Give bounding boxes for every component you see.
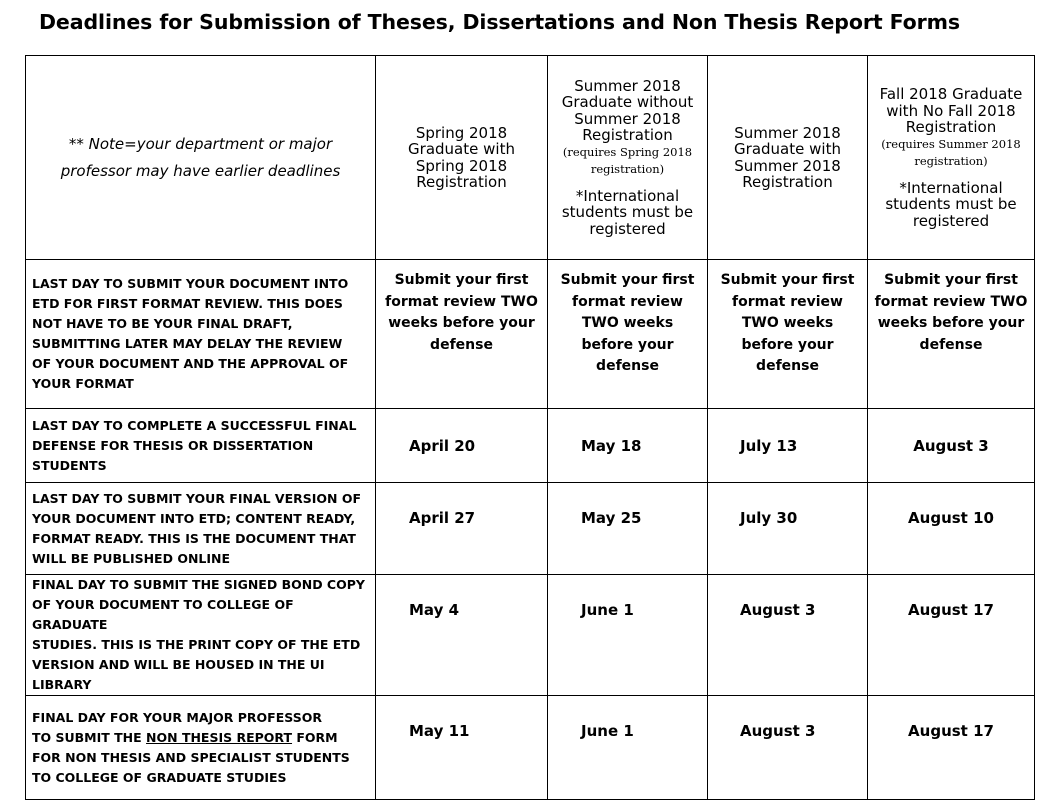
deadline-cell bbox=[708, 260, 868, 409]
deadline-text-line: Submit your first bbox=[720, 272, 855, 288]
row-label-line: DEFENSE FOR THESIS OR DISSERTATION bbox=[32, 437, 314, 453]
table-row bbox=[26, 260, 1035, 409]
row-label-bond-copy bbox=[26, 575, 376, 696]
deadline-date: August 10 bbox=[868, 483, 1035, 575]
deadline-text-line: defense bbox=[430, 336, 493, 353]
row-label-line: LAST DAY TO COMPLETE A SUCCESSFUL FINAL bbox=[32, 417, 357, 433]
deadline-text-line: defense bbox=[919, 336, 983, 353]
deadlines-table bbox=[25, 55, 1035, 800]
table-row bbox=[26, 409, 1035, 483]
international-note-line: registered bbox=[589, 219, 666, 238]
note-line: professor may have earlier deadlines bbox=[60, 161, 341, 180]
column-header-note: registration) bbox=[590, 161, 665, 176]
deadline-date: May 25 bbox=[548, 483, 708, 575]
row-label-line: SUBMITTING LATER MAY DELAY THE REVIEW bbox=[32, 336, 343, 351]
column-header-line: Graduate with bbox=[408, 140, 515, 158]
deadline-date: May 18 bbox=[548, 409, 708, 483]
column-header-note: (requires Spring 2018 bbox=[562, 144, 693, 159]
row-label-line: FOR NON THESIS AND SPECIALIST STUDENTS bbox=[32, 749, 350, 765]
page-title: Deadlines for Submission of Theses, Dissertations and Non Thesis Report Forms bbox=[39, 10, 961, 34]
international-note-line: students must be bbox=[885, 195, 1017, 213]
deadline-text-line: Submit your first bbox=[884, 272, 1018, 288]
column-header-line: Graduate with bbox=[734, 140, 841, 158]
deadline-date: May 4 bbox=[376, 575, 548, 696]
international-note-line: students must be bbox=[561, 203, 694, 222]
column-header-line: Fall 2018 Graduate bbox=[879, 85, 1023, 103]
deadline-date: July 30 bbox=[708, 483, 868, 575]
row-label-final-defense bbox=[26, 409, 376, 483]
international-note-line: registered bbox=[912, 211, 990, 230]
table-row bbox=[26, 483, 1035, 575]
table-row bbox=[26, 696, 1035, 800]
deadline-date: August 17 bbox=[868, 696, 1035, 800]
row-label-line: OF YOUR DOCUMENT AND THE APPROVAL OF bbox=[32, 356, 349, 371]
column-header-note: registration) bbox=[914, 153, 988, 168]
row-label-line bbox=[32, 728, 371, 748]
column-header-spring-2018 bbox=[376, 56, 548, 260]
row-label-line: FORMAT READY. THIS IS THE DOCUMENT THAT bbox=[32, 530, 356, 546]
column-header-line: Summer 2018 bbox=[574, 109, 681, 128]
row-label-first-format-review bbox=[26, 260, 376, 409]
column-header-line: Spring 2018 bbox=[415, 123, 508, 142]
deadline-date: August 17 bbox=[868, 575, 1035, 696]
row-label-line: ETD FOR FIRST FORMAT REVIEW. THIS DOES bbox=[32, 296, 343, 311]
deadline-text-line: before your bbox=[581, 336, 674, 353]
column-header-line: Registration bbox=[905, 118, 997, 136]
column-header-line: Summer 2018 bbox=[734, 123, 841, 142]
column-header-line: Graduate without bbox=[561, 93, 694, 112]
row-label-line: YOUR FORMAT bbox=[32, 376, 134, 391]
deadline-cell bbox=[376, 260, 548, 409]
row-label-non-thesis-report bbox=[26, 696, 376, 800]
deadline-date: August 3 bbox=[868, 409, 1035, 483]
column-header-line: Spring 2018 bbox=[415, 156, 508, 175]
note-cell bbox=[26, 56, 376, 260]
deadline-text-line: format review bbox=[572, 293, 683, 310]
international-note bbox=[548, 188, 707, 238]
row-label-text: FORM bbox=[292, 729, 338, 745]
deadline-date: August 3 bbox=[708, 696, 868, 800]
deadline-text-line: format review TWO bbox=[874, 293, 1028, 310]
row-label-line: LAST DAY TO SUBMIT YOUR DOCUMENT INTO bbox=[32, 276, 349, 291]
row-label-line: LAST DAY TO SUBMIT YOUR FINAL VERSION OF bbox=[32, 490, 362, 506]
table-header-row bbox=[26, 56, 1035, 260]
row-label-line: YOUR DOCUMENT INTO ETD; CONTENT READY, bbox=[32, 510, 356, 526]
column-header-fall-2018 bbox=[868, 56, 1035, 260]
deadline-date: April 27 bbox=[376, 483, 548, 575]
column-header-note: (requires Summer 2018 bbox=[881, 136, 1021, 151]
international-note bbox=[868, 180, 1034, 230]
column-header-line: with No Fall 2018 bbox=[886, 101, 1016, 120]
column-header-line: Registration bbox=[742, 173, 833, 191]
column-header-line: Registration bbox=[416, 173, 507, 191]
column-header-summer-2018-without bbox=[548, 56, 708, 260]
column-header-line: Summer 2018 bbox=[734, 156, 841, 175]
deadline-cell bbox=[868, 260, 1035, 409]
deadline-text-line: before your bbox=[741, 336, 834, 353]
non-thesis-report-link[interactable]: NON THESIS REPORT bbox=[146, 729, 293, 745]
deadline-text-line: format review bbox=[732, 293, 843, 310]
row-label-line: TO COLLEGE OF GRADUATE STUDIES bbox=[32, 769, 287, 785]
column-header-line: Registration bbox=[582, 126, 673, 145]
row-label-line: STUDIES. THIS IS THE PRINT COPY OF THE ETD bbox=[32, 637, 361, 652]
row-label-text: TO SUBMIT THE bbox=[32, 729, 147, 745]
column-header-line: Summer 2018 bbox=[574, 76, 681, 95]
deadline-date: July 13 bbox=[708, 409, 868, 483]
note-line: ** Note=your department or major bbox=[68, 134, 333, 153]
deadline-cell bbox=[548, 260, 708, 409]
row-label-final-version bbox=[26, 483, 376, 575]
deadline-text-line: format review TWO bbox=[385, 293, 538, 310]
column-header-summer-2018-with bbox=[708, 56, 868, 260]
deadline-text-line: weeks before your bbox=[388, 315, 535, 331]
row-label-line: OF YOUR DOCUMENT TO COLLEGE OF GRADUATE bbox=[32, 597, 294, 632]
international-note-line: *International bbox=[899, 178, 1003, 197]
deadline-date: June 1 bbox=[548, 575, 708, 696]
row-label-line: FINAL DAY TO SUBMIT THE SIGNED BOND COPY bbox=[32, 577, 365, 592]
deadline-text-line: Submit your first bbox=[394, 272, 529, 288]
row-label-line: NOT HAVE TO BE YOUR FINAL DRAFT, bbox=[32, 316, 293, 331]
deadline-date: April 20 bbox=[376, 409, 548, 483]
deadline-text-line: defense bbox=[756, 358, 819, 374]
row-label-line: STUDENTS bbox=[32, 457, 107, 473]
deadline-text-line: TWO weeks bbox=[581, 315, 674, 331]
international-note-line: *International bbox=[575, 186, 680, 205]
deadline-text-line: defense bbox=[596, 358, 659, 374]
deadline-date: August 3 bbox=[708, 575, 868, 696]
deadline-date: June 1 bbox=[548, 696, 708, 800]
row-label-line: LIBRARY bbox=[32, 677, 92, 692]
row-label-line: FINAL DAY FOR YOUR MAJOR PROFESSOR bbox=[32, 709, 322, 725]
deadline-text-line: weeks before your bbox=[877, 315, 1025, 331]
table-row bbox=[26, 575, 1035, 696]
deadline-text-line: TWO weeks bbox=[741, 315, 834, 331]
deadline-date: May 11 bbox=[376, 696, 548, 800]
deadline-text-line: Submit your first bbox=[560, 272, 695, 288]
row-label-line: WILL BE PUBLISHED ONLINE bbox=[32, 550, 231, 566]
row-label-line: VERSION AND WILL BE HOUSED IN THE UI bbox=[32, 657, 325, 672]
